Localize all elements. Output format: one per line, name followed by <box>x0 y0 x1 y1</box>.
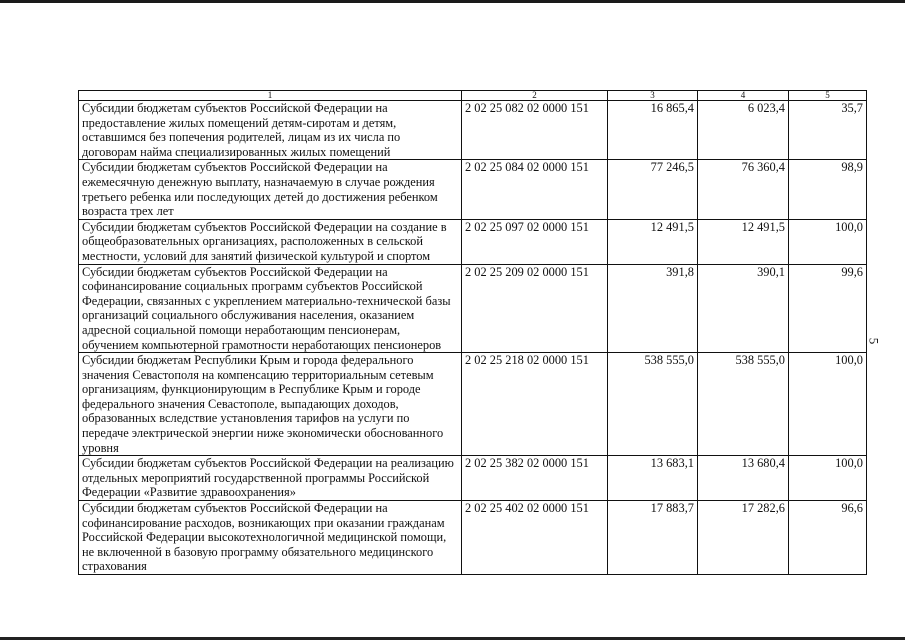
column-number-2: 2 <box>462 91 608 101</box>
column-number-4: 4 <box>698 91 789 101</box>
row-execution-percent: 96,6 <box>789 501 867 575</box>
row-budget-code: 2 02 25 082 02 0000 151 <box>462 101 608 160</box>
row-planned-amount: 17 883,7 <box>608 501 698 575</box>
row-budget-code: 2 02 25 402 02 0000 151 <box>462 501 608 575</box>
row-executed-amount: 538 555,0 <box>698 353 789 456</box>
row-description: Субсидии бюджетам субъектов Российской Федерации на создание в общеобразовательных организациях, расположенных в сельской местности, условий для занятий физической культурой и спортом <box>79 219 462 264</box>
row-execution-percent: 100,0 <box>789 219 867 264</box>
row-executed-amount: 12 491,5 <box>698 219 789 264</box>
budget-subsidies-table <box>78 90 867 575</box>
row-execution-percent: 98,9 <box>789 160 867 219</box>
table-row <box>79 160 867 219</box>
column-number-row <box>79 91 867 101</box>
row-execution-percent: 100,0 <box>789 456 867 501</box>
row-planned-amount: 77 246,5 <box>608 160 698 219</box>
table-row <box>79 264 867 353</box>
row-budget-code: 2 02 25 209 02 0000 151 <box>462 264 608 353</box>
row-description: Субсидии бюджетам субъектов Российской Федерации на реализацию отдельных мероприятий государственной программы Российской Федерации «Развитие здравоохранения» <box>79 456 462 501</box>
row-executed-amount: 6 023,4 <box>698 101 789 160</box>
row-description: Субсидии бюджетам субъектов Российской Федерации на ежемесячную денежную выплату, назначаемую в случае рождения третьего ребенка или последующих детей до достижения ребенком возраста трех лет <box>79 160 462 219</box>
row-execution-percent: 99,6 <box>789 264 867 353</box>
row-description: Субсидии бюджетам субъектов Российской Федерации на предоставление жилых помещений детям-сиротам и детям, оставшимся без попечения родителей, лицам из их числа по договорам найма специализированных жилых помещений <box>79 101 462 160</box>
row-planned-amount: 391,8 <box>608 264 698 353</box>
row-planned-amount: 12 491,5 <box>608 219 698 264</box>
table-row <box>79 456 867 501</box>
row-description: Субсидии бюджетам субъектов Российской Федерации на софинансирование расходов, возникающих при оказании гражданам Российской Федерации высокотехнологичной медицинской помощи, не включенной в базовую программу обязательного медицинского страхования <box>79 501 462 575</box>
row-description: Субсидии бюджетам субъектов Российской Федерации на софинансирование социальных программ субъектов Российской Федерации, связанных с укреплением материально-технической базы организаций социального обслуживания населения, оказанием адресной социальной помощи неработающим пенсионерам, обучением компьютерной грамотности неработающих пенсионеров <box>79 264 462 353</box>
column-number-3: 3 <box>608 91 698 101</box>
table-row <box>79 219 867 264</box>
row-budget-code: 2 02 25 382 02 0000 151 <box>462 456 608 501</box>
table-row <box>79 101 867 160</box>
row-executed-amount: 390,1 <box>698 264 789 353</box>
row-planned-amount: 16 865,4 <box>608 101 698 160</box>
table-row <box>79 353 867 456</box>
row-executed-amount: 76 360,4 <box>698 160 789 219</box>
column-number-5: 5 <box>789 91 867 101</box>
scan-top-edge <box>0 0 905 3</box>
row-planned-amount: 13 683,1 <box>608 456 698 501</box>
row-description: Субсидии бюджетам Республики Крым и города федерального значения Севастополя на компенсацию территориальным сетевым организациям, функционирующим в Республике Крым и городе федерального значения Севастополе, выпадающих доходов, образованных вследствие установления тарифов на услуги по передаче электрической энергии ниже экономически обоснованного уровня <box>79 353 462 456</box>
page-number: 5 <box>866 337 882 345</box>
row-executed-amount: 13 680,4 <box>698 456 789 501</box>
row-budget-code: 2 02 25 097 02 0000 151 <box>462 219 608 264</box>
column-number-1: 1 <box>79 91 462 101</box>
row-budget-code: 2 02 25 218 02 0000 151 <box>462 353 608 456</box>
row-execution-percent: 100,0 <box>789 353 867 456</box>
row-planned-amount: 538 555,0 <box>608 353 698 456</box>
row-budget-code: 2 02 25 084 02 0000 151 <box>462 160 608 219</box>
table-row <box>79 501 867 575</box>
row-execution-percent: 35,7 <box>789 101 867 160</box>
row-executed-amount: 17 282,6 <box>698 501 789 575</box>
